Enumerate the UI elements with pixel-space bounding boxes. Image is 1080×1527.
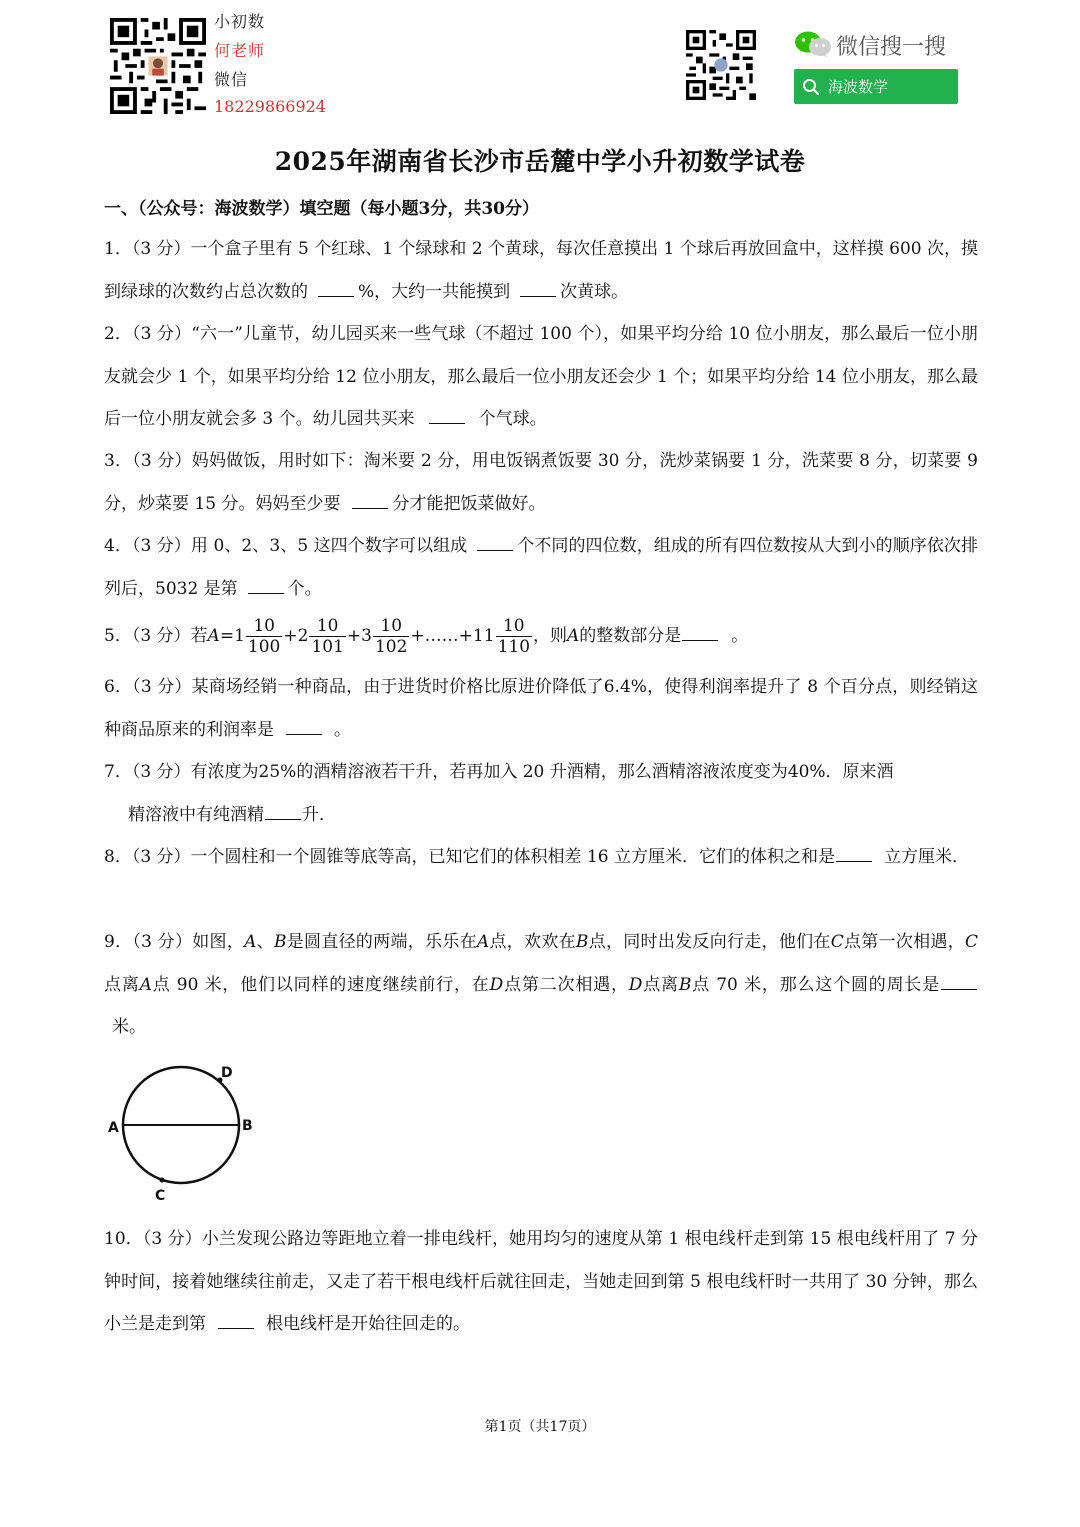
question-2 xyxy=(104,313,978,441)
point-c: C xyxy=(830,932,844,952)
q6-text-2: 。 xyxy=(334,719,351,740)
circle-diagram xyxy=(104,1060,264,1210)
q9-text: 点离 xyxy=(104,974,140,995)
q10-text: 10．（3 分）小兰发现公路边等距地立着一排电线杆，她用均匀的速度从第 1 根电线杆走到第 15 根电线杆用了 7 分钟时间，接着她继续往前走，又走了若干根电线杆后就往回走，当她走回到第 5 根电线杆时一共用了 30 分钟，那么小兰是走到第 xyxy=(104,1229,978,1334)
point-c: C xyxy=(965,932,979,952)
answer-blank xyxy=(682,624,718,641)
q2-text-2: 个气球。 xyxy=(478,409,547,429)
answer-blank xyxy=(477,534,513,551)
page-title: 2025年湖南省长沙市岳麓中学小升初数学试卷 xyxy=(274,147,806,176)
question-1 xyxy=(104,228,978,313)
q5-text: 5．（3 分）若 xyxy=(104,626,208,646)
q5-sign: + xyxy=(346,626,362,646)
q7-text-3: 升． xyxy=(302,804,336,825)
wechat-qr-code xyxy=(686,30,756,100)
q2-text: 2．（3 分）“六一”儿童节，幼儿园买来一些气球（不超过 100 个），如果平均分给 10 位小朋友，那么最后一位小朋友就会少 1 个，如果平均分给 12 位小朋友，那么最后一位小朋友还会少 1 个；如果平均分给 14 位小朋友，那么最后一位小朋友就会多 3 个。幼儿园共买来 xyxy=(104,324,978,429)
q9-text: 点，欢欢在 xyxy=(489,932,576,952)
q5-variable: A xyxy=(207,626,220,646)
q8-text: 8．（3 分）一个圆柱和一个圆锥等底等高，已知它们的体积相差 16 立方厘米．它们的体积之和是 xyxy=(104,847,835,867)
q5-text-2: ，则 xyxy=(533,626,568,646)
q4-text-3: 个。 xyxy=(287,578,322,599)
q10-text-2: 根电线杆是开始往回走的。 xyxy=(266,1314,470,1334)
q9-sep: 、 xyxy=(256,932,274,952)
q6-text: 6．（3 分）某商场经销一种商品，由于进货时价格比原进价降低了6.4%，使得利润率提升了 8 个百分点，则经销这种商品原来的利润率是 xyxy=(104,677,978,740)
q5-fraction xyxy=(246,616,282,657)
q5-ellipsis: +……+ xyxy=(410,626,473,646)
contact-wechat-text: 微信 xyxy=(214,70,249,89)
answer-blank xyxy=(836,845,872,862)
diagram-label-b: B xyxy=(242,1118,253,1134)
wechat-logo-icon xyxy=(794,30,832,58)
fraction-denominator: 110 xyxy=(497,637,531,657)
fraction-numerator: 10 xyxy=(309,616,345,637)
search-label: 海波数学 xyxy=(828,78,889,96)
fraction-denominator: 101 xyxy=(311,637,344,657)
q7-text: 7．（3 分）有浓度为25%的酒精溶液若干升，若再加入 20 升酒精，那么酒精溶液浓度变为40%．原来酒 xyxy=(104,762,894,782)
answer-blank xyxy=(248,577,284,594)
search-icon xyxy=(802,78,820,96)
fraction-numerator: 10 xyxy=(246,616,282,637)
answer-blank xyxy=(520,280,556,297)
q9-text: 点第二次相遇， xyxy=(503,974,629,995)
q5-sign: = xyxy=(219,626,235,646)
answer-blank xyxy=(318,280,354,297)
point-d: D xyxy=(489,974,504,995)
q1-text-2: %，大约一共能摸到 xyxy=(358,281,511,302)
q9-text: 9．（3 分）如图， xyxy=(104,932,245,952)
q5-sign: + xyxy=(283,626,298,646)
q9-text: 点 90 米，他们以同样的速度继续前行，在 xyxy=(151,974,490,995)
point-a: A xyxy=(139,974,152,995)
q5-fraction xyxy=(373,616,409,657)
q9-text: 米。 xyxy=(112,1017,146,1037)
question-6 xyxy=(104,666,978,751)
contact-qr-code xyxy=(110,18,206,114)
answer-blank xyxy=(941,973,977,990)
question-3 xyxy=(104,440,978,525)
answer-blank xyxy=(286,718,322,735)
question-5 xyxy=(104,611,978,661)
q5-whole: 2 xyxy=(297,626,309,646)
wechat-search-title: 微信搜一搜 xyxy=(836,35,947,60)
point-b: B xyxy=(575,932,589,952)
question-10 xyxy=(104,1218,978,1346)
q9-text: 点第一次相遇， xyxy=(843,932,966,952)
q3-text-2: 分才能把饭菜做好。 xyxy=(392,493,546,514)
fraction-denominator: 102 xyxy=(374,637,408,657)
q9-text: 是圆直径的两端，乐乐在 xyxy=(286,932,477,952)
q5-text-4: 。 xyxy=(731,626,749,646)
answer-blank xyxy=(429,407,465,424)
q9-text: 点 70 米，那么这个圆的周长是 xyxy=(691,974,941,995)
point-a: A xyxy=(244,932,257,952)
q5-whole: 1 xyxy=(234,626,245,646)
q7-text-2: 精溶液中有纯酒精 xyxy=(128,804,264,825)
fraction-numerator: 10 xyxy=(373,616,409,637)
answer-blank xyxy=(352,492,388,509)
q3-text: 3．（3 分）妈妈做饭，用时如下：淘米要 2 分，用电饭锅煮饭要 30 分，洗炒菜锅要 1 分，洗菜要 8 分，切菜要 9 分，炒菜要 15 分。妈妈至少要 xyxy=(104,451,978,514)
fraction-denominator: 100 xyxy=(247,637,281,657)
contact-phone-text: 18229866924 xyxy=(214,97,326,116)
point-a: A xyxy=(476,932,490,952)
diagram-label-a: A xyxy=(108,1120,119,1136)
contact-teacher-text: 何老师 xyxy=(214,41,266,60)
q5-fraction xyxy=(496,616,532,657)
section-heading: 一、（公众号：海波数学）填空题（每小题3分，共30分） xyxy=(104,199,539,219)
question-4 xyxy=(104,525,978,610)
q1-text-3: 次黄球。 xyxy=(560,281,629,302)
contact-grade-text: 小初数 xyxy=(214,12,266,31)
answer-blank xyxy=(218,1312,254,1329)
q5-whole: 3 xyxy=(361,626,372,646)
q1-text: 1．（3 分）一个盒子里有 5 个红球、1 个绿球和 2 个黄球，每次任意摸出 1 个球后再放回盒中，这样摸 600 次，摸到绿球的次数约占总次数的 xyxy=(104,239,978,302)
q4-text: 4．（3 分）用 0、2、3、5 这四个数字可以组成 xyxy=(104,536,468,556)
answer-blank xyxy=(265,803,301,820)
q9-text: 点，同时出发反向行走，他们在 xyxy=(588,932,831,952)
question-9 xyxy=(104,921,978,1049)
question-8 xyxy=(104,836,978,879)
q5-fraction xyxy=(309,616,345,657)
wechat-search-box[interactable] xyxy=(794,69,958,104)
point-b: B xyxy=(273,932,287,952)
q4-text-2: 个不同的四位数，组成的所有四位数按从大到小的顺序依次排列后，5032 是第 xyxy=(104,536,978,599)
page-footer: 第1页（共17页） xyxy=(484,1419,596,1435)
q5-text-3: 的整数部分是 xyxy=(579,626,682,646)
fraction-numerator: 10 xyxy=(496,616,532,637)
point-b: B xyxy=(678,974,692,995)
q8-text-2: 立方厘米． xyxy=(883,847,969,867)
q5-whole: 11 xyxy=(472,626,495,646)
diagram-label-d: D xyxy=(221,1065,233,1081)
q9-text: 点离 xyxy=(642,974,679,995)
q5-variable: A xyxy=(567,626,580,646)
question-7 xyxy=(104,751,978,836)
diagram-label-c: C xyxy=(155,1188,166,1204)
point-d: D xyxy=(628,974,643,995)
